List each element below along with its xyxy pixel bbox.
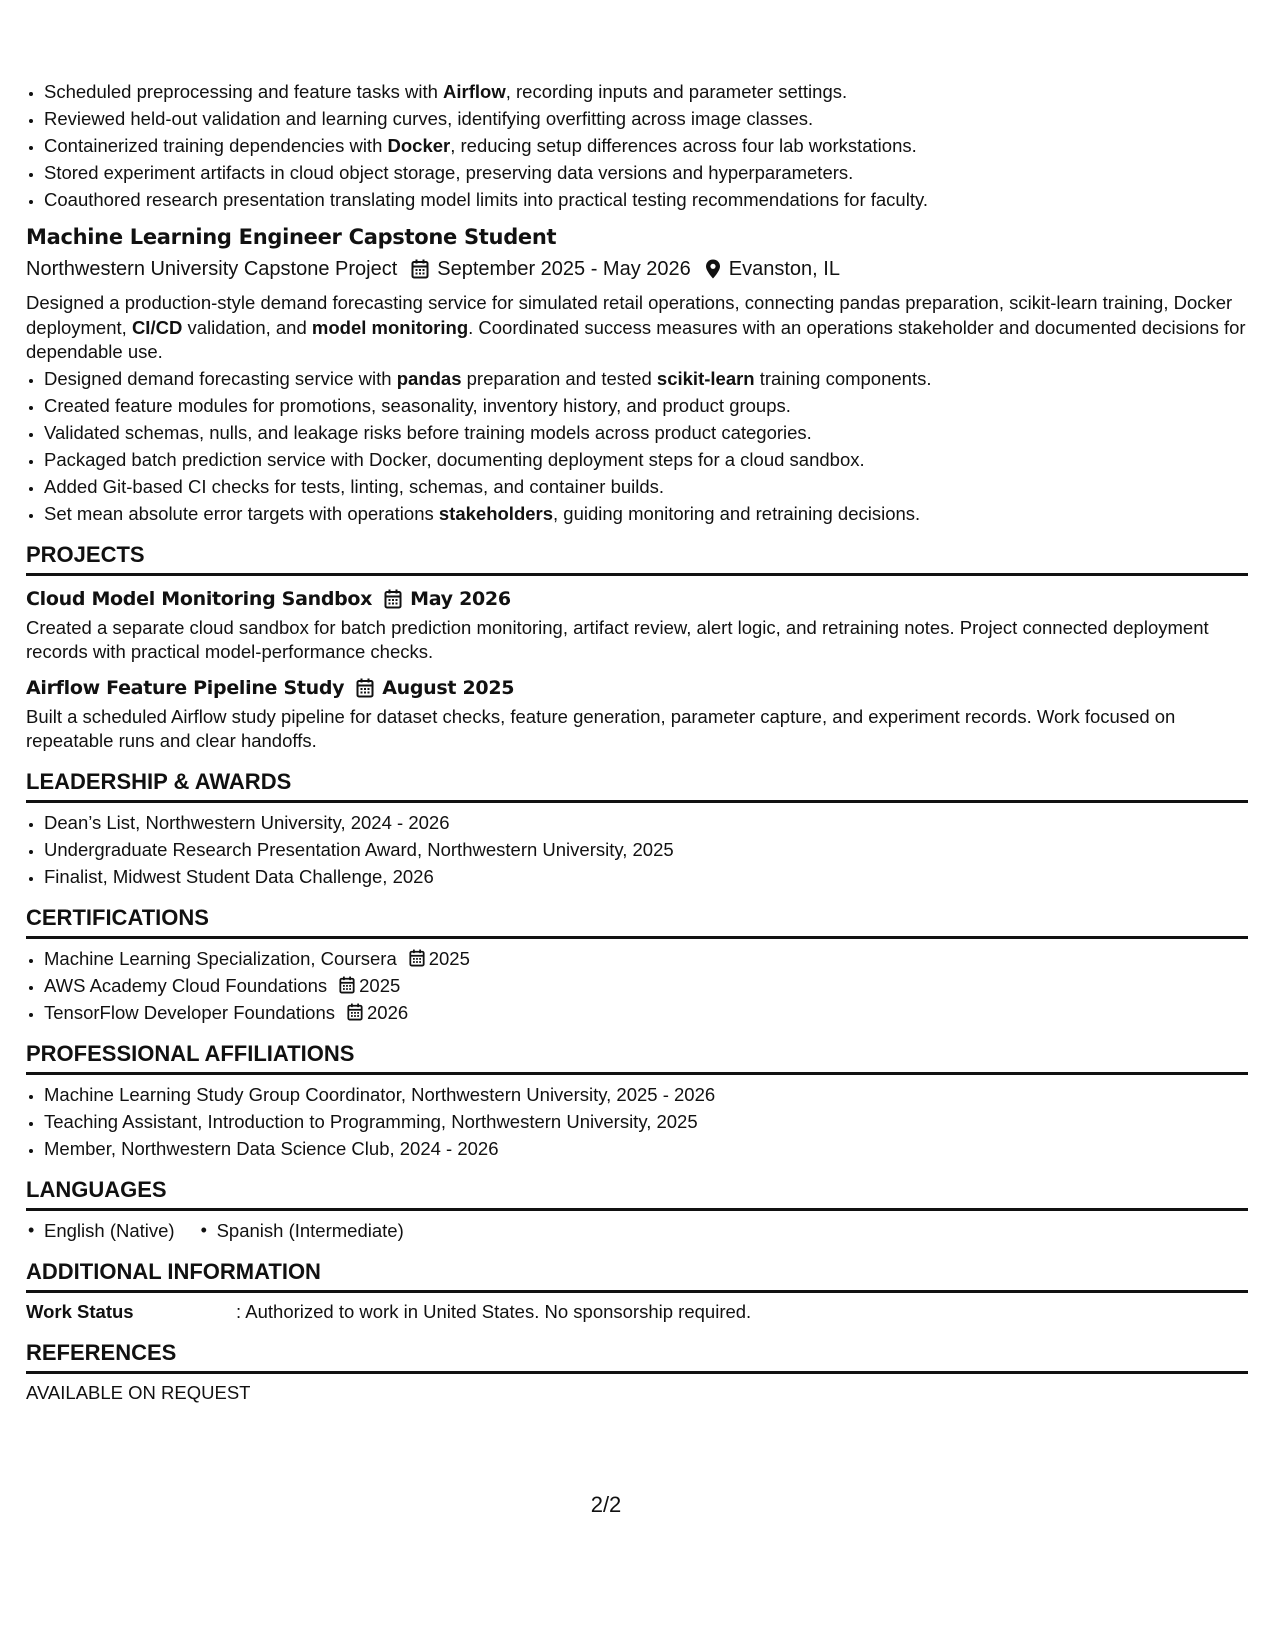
- list-item: • Undergraduate Research Presentation Award, Northwestern University, 2025: [44, 836, 1248, 863]
- job-meta: [26, 254, 1248, 284]
- cert-name: • AWS Academy Cloud Foundations: [44, 974, 328, 996]
- info-label: Work Status: [26, 1300, 134, 1322]
- project-date: August 2025: [382, 676, 515, 699]
- project-title: [26, 584, 1248, 614]
- list-item: • Member, Northwestern Data Science Club, 2024 - 2026: [44, 1135, 1248, 1162]
- experience-bullets-top: [26, 78, 1248, 213]
- list-item: • English (Native): [26, 1217, 175, 1244]
- project-title: [26, 673, 1248, 703]
- capstone-bullets: [26, 365, 1248, 527]
- list-item: • Validated schemas, nulls, and leakage risks before training models across product categories.: [44, 419, 1248, 446]
- section-title-languages: LANGUAGES: [26, 1176, 1248, 1211]
- list-item: • Scheduled preprocessing and feature tasks with Airflow, recording inputs and parameter settings.: [44, 78, 1248, 105]
- list-item: • Set mean absolute error targets with operations stakeholders, guiding monitoring and retraining decisions.: [44, 500, 1248, 527]
- list-item: • Designed demand forecasting service with pandas preparation and tested scikit-learn training components.: [44, 365, 1248, 392]
- page-number: 2/2: [590, 1492, 622, 1517]
- job-dates: September 2025 - May 2026: [437, 258, 691, 280]
- list-item: • Machine Learning Study Group Coordinator, Northwestern University, 2025 - 2026: [44, 1081, 1248, 1108]
- section-title-references: REFERENCES: [26, 1339, 1248, 1374]
- list-item: • Stored experiment artifacts in cloud object storage, preserving data versions and hyperparameters.: [44, 159, 1248, 186]
- section-title-leadership: LEADERSHIP & AWARDS: [26, 768, 1248, 803]
- cert-name: • Machine Learning Specialization, Coursera: [44, 947, 397, 969]
- list-item: • Containerized training dependencies with Docker, reducing setup differences across four lab workstations.: [44, 132, 1248, 159]
- info-value: : Authorized to work in United States. No sponsorship required.: [236, 1300, 752, 1322]
- cert-name: • TensorFlow Developer Foundations: [44, 1001, 336, 1023]
- list-item: • Created feature modules for promotions, seasonality, inventory history, and product groups.: [44, 392, 1248, 419]
- job-summary: Designed a production-style demand forecasting service for simulated retail operations, connecting pandas preparation, scikit-learn training, Docker deployment, CI/CD validation, and model monitoring. Coordinated success measures with an operations stakeholder and documented decisions for dependable use.: [26, 292, 1246, 362]
- job-org: Northwestern University Capstone Project: [26, 258, 398, 280]
- project-date: May 2026: [410, 587, 511, 610]
- calendar-icon: [347, 1003, 363, 1021]
- info-row: [26, 1298, 1248, 1325]
- cert-year: 2025: [359, 974, 401, 996]
- calendar-icon: [409, 949, 425, 967]
- section-title-additional: ADDITIONAL INFORMATION: [26, 1258, 1248, 1293]
- resume-page: [26, 78, 1248, 1406]
- list-item: [44, 999, 1248, 1026]
- cert-year: 2025: [428, 947, 470, 969]
- project-name: Airflow Feature Pipeline Study: [26, 676, 345, 699]
- project-description: Created a separate cloud sandbox for batch prediction monitoring, artifact review, alert logic, and retraining notes. Project connected deployment records with practical model-performance checks.: [26, 616, 1209, 662]
- calendar-icon: [339, 976, 355, 994]
- list-item: • Coauthored research presentation translating model limits into practical testing recommendations for faculty.: [44, 186, 1248, 213]
- list-item: • Dean’s List, Northwestern University, 2024 - 2026: [44, 809, 1248, 836]
- list-item: • Packaged batch prediction service with Docker, documenting deployment steps for a cloud sandbox.: [44, 446, 1248, 473]
- cert-year: 2026: [367, 1001, 409, 1023]
- project-description: Built a scheduled Airflow study pipeline for dataset checks, feature generation, parameter capture, and experiment records. Work focused on repeatable runs and clear handoffs.: [26, 705, 1176, 751]
- leadership-list: [26, 809, 1248, 890]
- affiliations-list: [26, 1081, 1248, 1162]
- languages-list: [26, 1217, 1248, 1244]
- references-text: AVAILABLE ON REQUEST: [26, 1381, 251, 1403]
- list-item: • Teaching Assistant, Introduction to Programming, Northwestern University, 2025: [44, 1108, 1248, 1135]
- calendar-icon: [411, 259, 429, 279]
- list-item: • Finalist, Midwest Student Data Challenge, 2026: [44, 863, 1248, 890]
- project-name: Cloud Model Monitoring Sandbox: [26, 587, 373, 610]
- job-title: Machine Learning Engineer Capstone Student: [26, 225, 557, 249]
- section-title-certifications: CERTIFICATIONS: [26, 904, 1248, 939]
- list-item: • Reviewed held-out validation and learning curves, identifying overfitting across image classes.: [44, 105, 1248, 132]
- list-item: [44, 972, 1248, 999]
- list-item: • Spanish (Intermediate): [199, 1217, 404, 1244]
- list-item: [44, 945, 1248, 972]
- calendar-icon: [356, 678, 374, 698]
- calendar-icon: [384, 589, 402, 609]
- section-title-projects: PROJECTS: [26, 541, 1248, 576]
- job-location: Evanston, IL: [728, 258, 840, 280]
- section-title-affiliations: PROFESSIONAL AFFILIATIONS: [26, 1040, 1248, 1075]
- list-item: • Added Git-based CI checks for tests, linting, schemas, and container builds.: [44, 473, 1248, 500]
- certifications-list: [26, 945, 1248, 1026]
- map-pin-icon: [705, 259, 721, 279]
